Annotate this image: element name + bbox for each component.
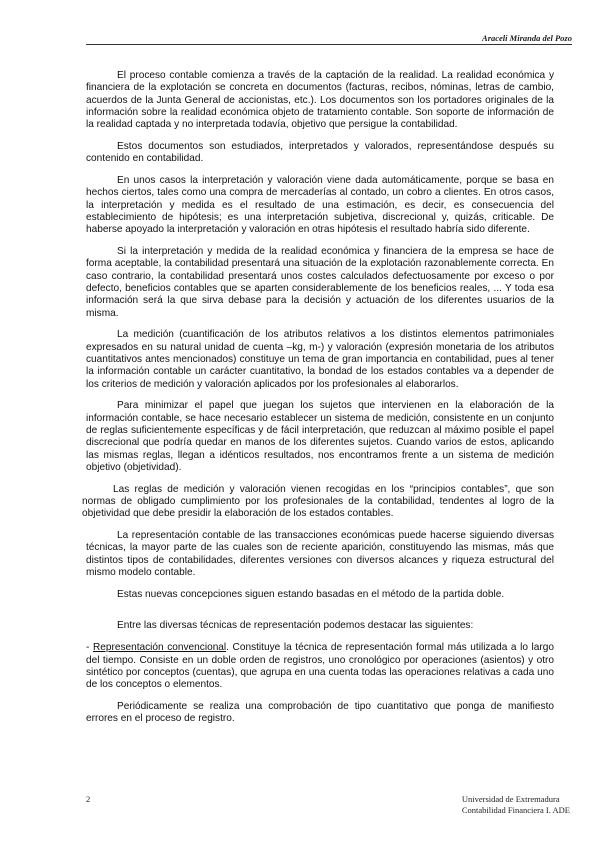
paragraph-1: El proceso contable comienza a través de la captación de la realidad. La realidad económica y financiera de la explotación se concreta en documentos (facturas, recibos, nóminas, letras de cambio, acuerdos de la Junta General de accionistas, etc.). Los documentos son los portadores originales de la información sobre la realidad económica objeto de tratamiento contable. Son soporte de información de la realidad captada y no interpretada todavía, objetivo que persigue la contabilidad. <box>86 70 554 131</box>
paragraph-3: En unos casos la interpretación y valoración viene dada automáticamente, porque se basa en hechos ciertos, tales como una compra de mercaderías al contado, un cobro a clientes. En otros casos, la interpretación y medida es el resultado de una estimación, es decir, es consecuencia del establecimiento de hipótesis; es una interpretación subjetiva, discrecional y, quizás, criticable. De haberse apoyado la interpretación y valoración en otras hipótesis el resultado habría sido diferente. <box>86 175 554 236</box>
paragraph-4: Si la interpretación y medida de la realidad económica y financiera de la empresa se hace de forma aceptable, la contabilidad presentará una situación de la explotación razonablemente correcta. En caso contrario, la contabilidad presentará unos costes calculados defectuosamente por exceso o por defecto, beneficios contables que se aparten considerablemente de los beneficios reales, ... Y toda esa información será la que sirva debase para la decisión y actuación de los diferentes usuarios de la misma. <box>86 246 554 319</box>
paragraph-2: Estos documentos son estudiados, interpretados y valorados, representándose después su contenido en contabilidad. <box>86 140 554 165</box>
paragraph-7: Las reglas de medición y valoración vienen recogidas en los “principios contables”, que son normas de obligado cumplimiento por los profesionales de la contabilidad, tendentes al logro de la objetividad que debe presidir la elaboración de los estados contables. <box>82 483 554 520</box>
paragraph-6: Para minimizar el papel que juegan los sujetos que intervienen en la elaboración de la información contable, se hace necesario establecer un sistema de medición, consistente en un conjunto de reglas suficientemente específicas y de fácil interpretación, que reduzcan al máximo posible el papel discrecional que podría quedar en manos de los diferentes sujetos. Cuando varios de estos, aplicando las mismas reglas, llegan a idénticos resultados, nos encontramos frente a un sistema de medición objetivo (objetividad). <box>86 400 554 473</box>
header-author: Araceli Miranda del Pozo <box>482 33 572 43</box>
paragraph-8: La representación contable de las transacciones económicas puede hacerse siguiendo diversas técnicas, la mayor parte de las cuales son de reciente aparición, constituyendo las mismas, más que distintos tipos de contabilidades, diferentes versiones con diversos alcances y riqueza estructural del mismo modelo contable. <box>86 530 554 578</box>
footer-institution-block <box>462 794 570 816</box>
paragraph-last: Periódicamente se realiza una comprobación de tipo cuantitativo que ponga de manifiesto errores en el proceso de registro. <box>86 700 554 725</box>
paragraph-10: Entre las diversas técnicas de representación podemos destacar las siguientes: <box>117 620 474 632</box>
footer-institution: Universidad de Extremadura <box>461 794 560 804</box>
paragraph-5: La medición (cuantificación de los atributos relativos a los distintos elementos patrimoniales expresados en su natural unidad de cuenta –kg, m-) y valoración (expresión monetaria de los atributos cuantitativos antes mencionados) constituye un tema de gran importancia en contabilidad, pues al tener la información contable un carácter cuantitativo, la bondad de los estados contables va a depender de los criterios de medición y valoración aplicados por los profesionales al elaborarlos. <box>86 329 554 390</box>
header-rule <box>86 44 572 45</box>
footer-course: Contabilidad Financiera I. ADE <box>461 805 570 815</box>
list-term: Representación convencional <box>92 642 227 654</box>
footer-page-number: 2 <box>86 794 91 804</box>
document-body <box>82 70 554 735</box>
list-item-representacion <box>86 642 554 691</box>
list-text: . Constituye la técnica de representación formal más utilizada a lo largo del tiempo. Consiste en un doble orden de registros, uno cronológico por operaciones (asientos) y otro sintético por conceptos (cuentas), que agrupa en una cuenta todas las operaciones relativas a cada uno de los conceptos o elementos. <box>86 642 554 691</box>
paragraph-9: Estas nuevas concepciones siguen estando basadas en el método de la partida doble. <box>117 588 505 600</box>
list-prefix: - <box>86 642 93 654</box>
